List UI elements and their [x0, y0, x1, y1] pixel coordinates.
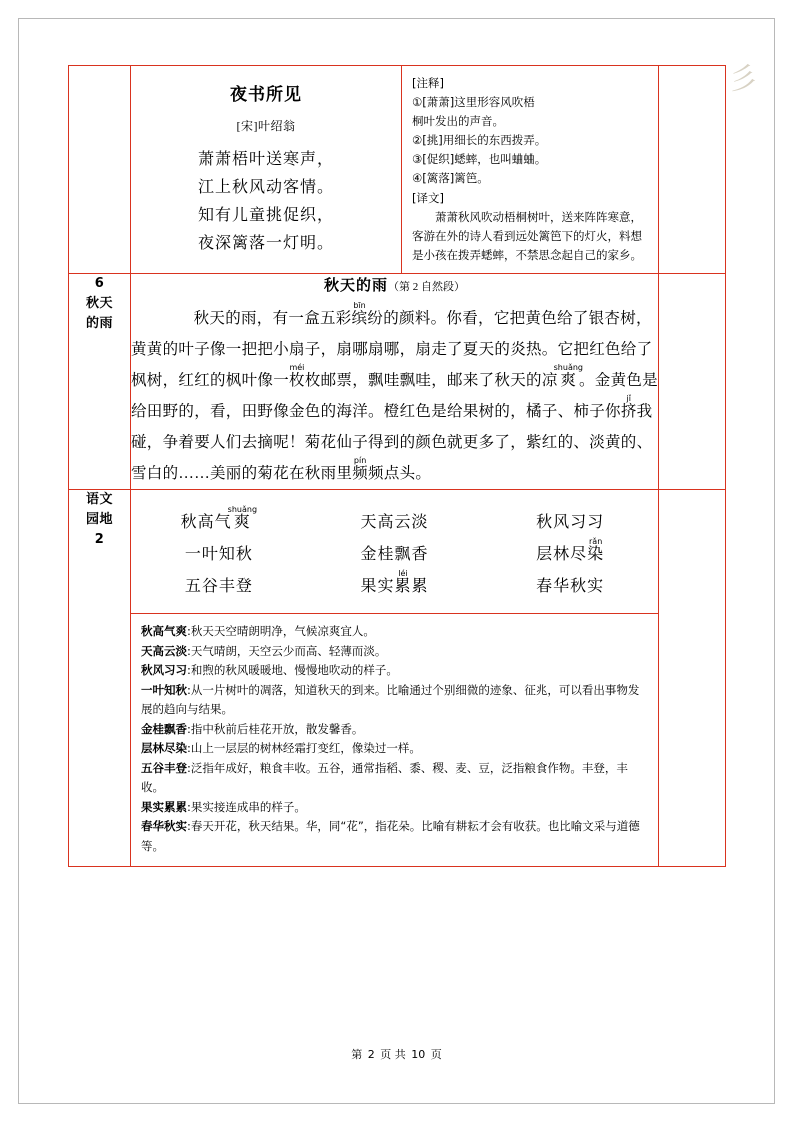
- note-item: ②[挑]用细长的东西拨弄。: [412, 133, 547, 147]
- definition-term: 秋高气爽: [141, 624, 187, 638]
- footer-total-pages: 10: [411, 1048, 426, 1061]
- poem-author: [宋]叶绍翁: [236, 119, 296, 133]
- poem-line: 萧萧梧叶送寒声，: [197, 151, 334, 168]
- poem-title: 夜书所见: [230, 85, 302, 104]
- definition-term: 层林尽染: [141, 741, 187, 755]
- article-title: [131, 274, 658, 295]
- idiom-definitions: [131, 614, 658, 866]
- row-label-yuwenyuandi2: [69, 490, 131, 867]
- definition-text: 指中秋前后桂花开放，散发馨香。: [190, 721, 364, 736]
- article-title-text: 秋天的雨: [323, 278, 388, 294]
- table-row: [69, 66, 726, 274]
- idiom-item: 一叶知秋: [184, 546, 253, 563]
- note-item: ①[萧萧]这里形容风吹梧: [412, 95, 535, 109]
- definition-text: 从一片树叶的凋落，知道秋天的到来。比喻通过个别细微的迹象、征兆，可以看出事物发展的趋向与结果。: [141, 682, 640, 716]
- idiom-item: 层林尽染rǎn: [536, 537, 605, 563]
- definition-row: 秋高气爽:秋天天空晴朗明净，气候凉爽宜人。: [141, 624, 375, 638]
- row-label-empty: [69, 66, 131, 274]
- idiom-item: 秋高气爽shuǎng: [180, 505, 258, 531]
- poem-line: 知有儿童挑促织，: [197, 207, 334, 224]
- idiom-item: 五谷丰登: [184, 578, 253, 595]
- article-paragraph: 秋天的雨，有一盒五彩缤bīn纷的颜料。你看，它把黄色给了银杏树，黄黄的叶子像一把把小扇子，扇哪扇哪，扇走了夏天的炎热。它把红色给了枫树，红红的枫叶像一枚méi枚邮票，飘哇飘哇，邮来了秋天的凉爽shuǎng。金黄色是给田野的，看，田野像金色的海洋。橙红色是给果树的，橘子、柿子你挤jǐ我碰，争着要人们去摘呢！菊花仙子得到的颜色就更多了，紫红的、淡黄的、雪白的……美丽的菊花在秋雨里频pín频点头。: [131, 301, 658, 482]
- pinyin-ruby: 枚méi: [289, 363, 305, 389]
- definition-text: 泛指年成好，粮食丰收。五谷，通常指稻、黍、稷、麦、豆，泛指粮食作物。丰登，丰收。: [141, 760, 628, 794]
- lesson-title-line2: 的雨: [85, 316, 113, 331]
- definition-row: 金桂飘香:指中秋前后桂花开放，散发馨香。: [141, 721, 364, 736]
- idiom-item: 春华秋实: [536, 578, 605, 595]
- page-footer: [0, 1046, 793, 1062]
- definition-text: 春天开花，秋天结果。华，同“花”，指花朵。比喻有耕耘才会有收获。也比喻文采与道德等。: [141, 819, 640, 853]
- idiom-item: 秋风习习: [536, 514, 605, 531]
- pinyin-ruby: 爽shuǎng: [227, 505, 258, 531]
- lesson-number: 6: [94, 276, 105, 291]
- right-margin-cell: [659, 66, 726, 274]
- lesson-title-line1: 秋天: [85, 296, 113, 311]
- footer-suffix: 页: [430, 1048, 442, 1061]
- unit-label-line1: 语文: [85, 492, 113, 507]
- translation-heading: [译文]: [412, 191, 444, 205]
- article-cell: [131, 274, 659, 490]
- row-label-lesson6: [69, 274, 131, 490]
- definition-text: 山上一层层的树林经霜打变红，像染过一样。: [190, 741, 421, 755]
- poem-annotation-block: [402, 66, 658, 273]
- definition-row: 层林尽染:山上一层层的树林经霜打变红，像染过一样。: [141, 741, 421, 755]
- definition-term: 金桂飘香: [141, 721, 187, 736]
- definition-term: 天高云淡: [141, 643, 187, 658]
- definition-term: 春华秋实: [141, 819, 187, 833]
- footer-middle: 页 共: [380, 1048, 406, 1061]
- definition-text: 果实接连成串的样子。: [190, 799, 306, 814]
- pinyin-ruby: 频pín: [352, 456, 369, 482]
- poem-line: 江上秋风动客情。: [197, 179, 334, 196]
- idiom-grid: [131, 490, 658, 614]
- definition-row: 一叶知秋:从一片树叶的凋落，知道秋天的到来。比喻通过个别细微的迹象、征兆，可以看出事物发展的趋向与结果。: [141, 682, 640, 716]
- poem-text-block: [131, 66, 402, 273]
- definition-text: 天气晴朗，天空云少而高、轻薄而淡。: [190, 643, 387, 658]
- definition-row: 果实累累:果实接连成串的样子。: [141, 799, 306, 814]
- definition-term: 果实累累: [141, 799, 187, 814]
- idiom-row: [131, 505, 658, 532]
- definition-term: 秋风习习: [141, 663, 187, 677]
- pinyin-ruby: 累léi: [394, 569, 412, 595]
- definition-row: 春华秋实:春天开花，秋天结果。华，同“花”，指花朵。比喻有耕耘才会有收获。也比喻文采与道德等。: [141, 819, 640, 853]
- pinyin-ruby: 爽shuǎng: [553, 363, 583, 389]
- notes-heading: [注释]: [412, 76, 444, 90]
- definition-term: 五谷丰登: [141, 760, 187, 775]
- note-item: ③[促织]蟋蟀，也叫蛐蛐。: [412, 152, 547, 166]
- table-row: [69, 274, 726, 490]
- idiom-item: 果实累léi累: [360, 569, 429, 595]
- unit-label-line3: 2: [94, 532, 105, 547]
- table-row: [69, 490, 726, 867]
- poem-line: 夜深篱落一灯明。: [197, 235, 334, 252]
- article-title-sub: （第 2 自然段）: [388, 281, 465, 293]
- right-margin-cell: [659, 274, 726, 490]
- unit-label-line2: 园地: [85, 512, 113, 527]
- footer-prefix: 第: [351, 1048, 363, 1061]
- idioms-cell: [131, 490, 659, 867]
- idiom-item: 天高云淡: [360, 514, 429, 531]
- corner-watermark-icon: 彡: [728, 62, 758, 97]
- poem-cell: [131, 66, 659, 274]
- translation-body: 萧萧秋风吹动梧桐树叶，送来阵阵寒意，客游在外的诗人看到远处篱笆下的灯火，料想是小孩在拨弄蟋蟀，不禁思念起自己的家乡。: [412, 210, 642, 262]
- definition-row: 五谷丰登:泛指年成好，粮食丰收。五谷，通常指稻、黍、稷、麦、豆，泛指粮食作物。丰登，丰收。: [141, 760, 628, 794]
- definition-text: 秋天天空晴朗明净，气候凉爽宜人。: [190, 624, 375, 638]
- right-margin-cell: [659, 490, 726, 867]
- idiom-item: 金桂飘香: [360, 546, 429, 563]
- definition-term: 一叶知秋: [141, 682, 187, 697]
- definition-row: 秋风习习:和煦的秋风暖暖地、慢慢地吹动的样子。: [141, 663, 398, 677]
- content-table: [68, 65, 726, 867]
- pinyin-ruby: 挤jǐ: [620, 394, 637, 420]
- idiom-row: [131, 569, 658, 596]
- footer-page-number: 2: [367, 1048, 375, 1061]
- idiom-row: [131, 537, 658, 564]
- note-item: ④[篱落]篱笆。: [412, 171, 489, 185]
- pinyin-ruby: 缤bīn: [351, 301, 368, 327]
- note-item: 桐叶发出的声音。: [412, 114, 504, 128]
- definition-text: 和煦的秋风暖暖地、慢慢地吹动的样子。: [190, 663, 398, 677]
- pinyin-ruby: 染rǎn: [587, 537, 605, 563]
- definition-row: 天高云淡:天气晴朗，天空云少而高、轻薄而淡。: [141, 643, 387, 658]
